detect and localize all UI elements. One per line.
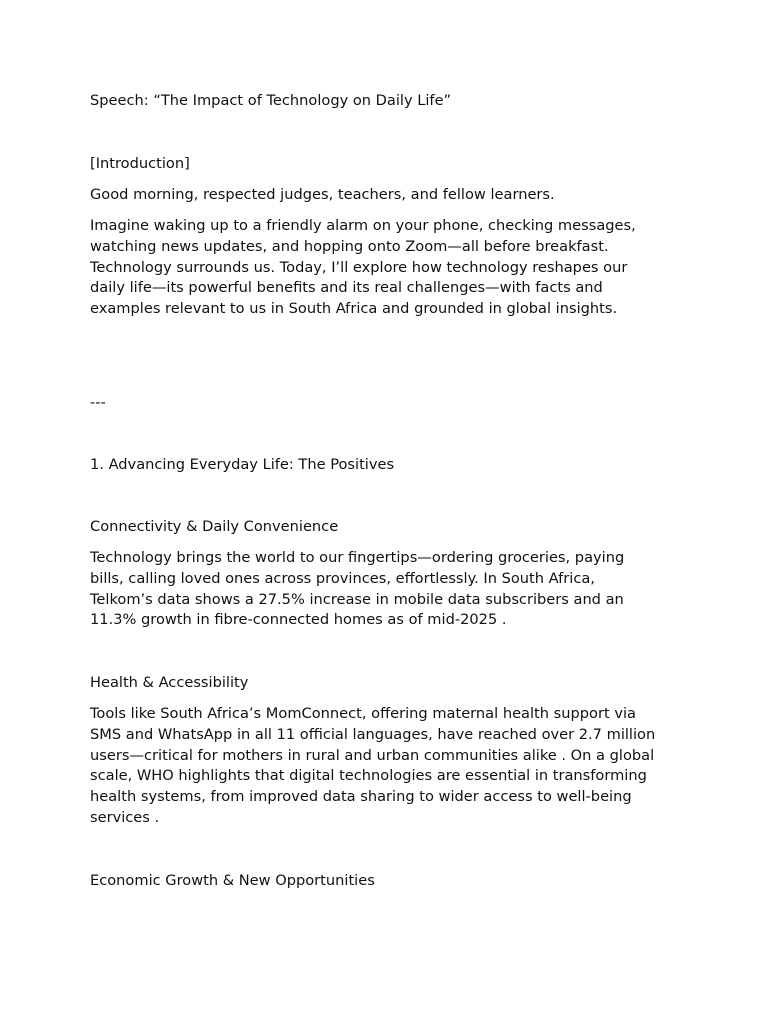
section-heading: 1. Advancing Everyday Life: The Positives	[90, 456, 395, 473]
paragraph-line: examples relevant to us in South Africa and grounded in global insights.	[90, 300, 618, 318]
paragraph-line: users—critical for mothers in rural and urban communities alike . On a global	[90, 746, 655, 764]
health-paragraph	[90, 704, 690, 829]
paragraph-line: bills, calling loved ones across provinces, effortlessly. In South Africa,	[90, 569, 595, 587]
subsection-heading-economic: Economic Growth & New Opportunities	[90, 872, 375, 889]
paragraph-line: health systems, from improved data sharing to wider access to well-being	[90, 788, 632, 806]
paragraph-line: 11.3% growth in fibre-connected homes as of mid-2025 .	[90, 611, 507, 629]
connectivity-paragraph	[90, 548, 690, 631]
intro-paragraph	[90, 216, 690, 320]
paragraph-line: Telkom’s data shows a 27.5% increase in mobile data subscribers and an	[90, 590, 624, 608]
section-separator: ---	[90, 394, 106, 411]
paragraph-line: scale, WHO highlights that digital technologies are essential in transforming	[90, 767, 647, 785]
intro-heading: [Introduction]	[90, 155, 190, 172]
paragraph-line: services .	[90, 808, 160, 826]
paragraph-line: Technology brings the world to our fingertips—ordering groceries, paying	[90, 549, 625, 566]
paragraph-line: Imagine waking up to a friendly alarm on your phone, checking messages,	[90, 217, 636, 234]
paragraph-line: daily life—its powerful benefits and its real challenges—with facts and	[90, 279, 603, 297]
subsection-heading-health: Health & Accessibility	[90, 674, 249, 691]
speech-title: Speech: “The Impact of Technology on Daily Life”	[90, 92, 452, 109]
subsection-heading-connectivity: Connectivity & Daily Convenience	[90, 518, 339, 535]
paragraph-line: SMS and WhatsApp in all 11 official languages, have reached over 2.7 million	[90, 725, 656, 743]
paragraph-line: Tools like South Africa’s MomConnect, offering maternal health support via	[90, 705, 636, 722]
paragraph-line: Technology surrounds us. Today, I’ll explore how technology reshapes our	[90, 258, 628, 276]
paragraph-line: watching news updates, and hopping onto Zoom—all before breakfast.	[90, 237, 609, 255]
greeting-text: Good morning, respected judges, teachers, and fellow learners.	[90, 186, 555, 203]
